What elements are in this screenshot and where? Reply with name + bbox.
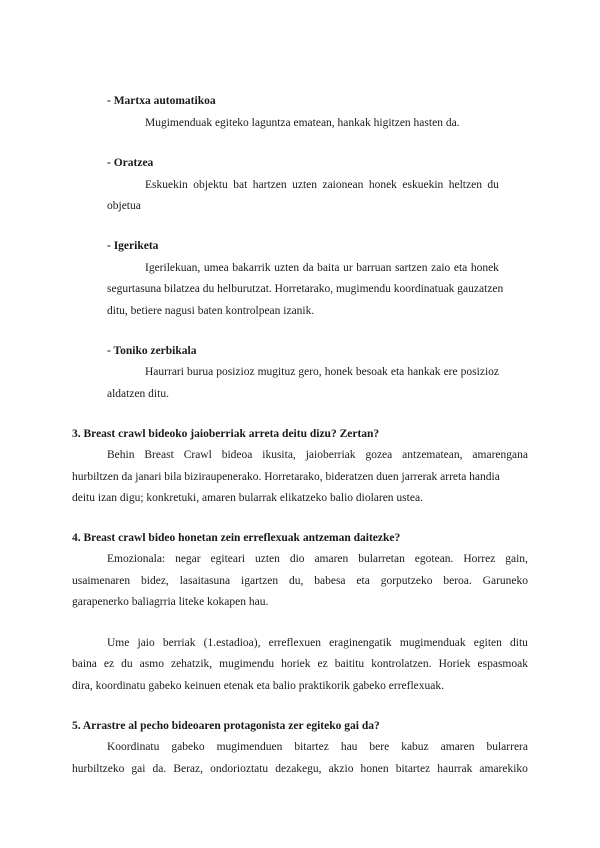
q4-p1-line-2: [72, 574, 528, 588]
word: Breast: [144, 449, 174, 461]
word: hankak: [407, 366, 441, 378]
word: baita: [317, 262, 340, 274]
word: ez: [317, 658, 328, 670]
q4-p2-line-3: dira, koordinatu gabeko keinuen etenak eta balio praktikorik gabeko erreflexuak.: [72, 680, 445, 692]
word: mugituz: [257, 366, 296, 378]
word: Eskuekin: [145, 179, 188, 191]
word: du: [487, 179, 499, 191]
word: gorputzeko: [380, 575, 433, 587]
q4-p2-line-2: [72, 657, 528, 671]
word: Horrez: [463, 553, 496, 565]
word: hartzen: [252, 179, 287, 191]
word: usaimenaren: [72, 575, 131, 587]
q3-line-1: [107, 448, 528, 462]
word: eskuekin: [402, 179, 444, 191]
word: honek: [368, 179, 397, 191]
word: hau: [340, 741, 358, 753]
word: Ume: [107, 637, 130, 649]
word: du,: [288, 575, 304, 587]
word: posizioz: [216, 366, 255, 378]
word: gozea: [365, 449, 393, 461]
word: eraginengatik: [329, 637, 392, 649]
word: barruan: [356, 262, 392, 274]
word: du: [121, 658, 133, 670]
word: ur: [343, 262, 353, 274]
word: ditu: [510, 637, 528, 649]
q3-line-3: deitu izan digu; konkretuki, amaren bularrak elikatzeko balio diolaren ustea.: [72, 492, 423, 504]
word: Behin: [107, 449, 135, 461]
word: dezakegu,: [275, 763, 322, 775]
word: burua: [187, 366, 214, 378]
q3-line-2: hurbiltzen da janari bila biziraupenerako. Horretarako, bideratzen duen jarrerak arreta handia: [72, 471, 500, 483]
word: negar: [175, 553, 201, 565]
word: eta: [356, 575, 370, 587]
word: bitartez: [294, 741, 329, 753]
word: honek: [470, 262, 499, 274]
word: gero,: [298, 366, 322, 378]
word: Haurrari: [145, 366, 184, 378]
word: eta: [453, 262, 468, 274]
igeriketa-line-1: [145, 261, 499, 275]
heading-question-4: 4. Breast crawl bideo honetan zein erreflexuak antzeman daitezke?: [72, 532, 401, 544]
word: espasmoak: [477, 658, 528, 670]
word: Igerilekuan,: [145, 262, 201, 274]
word: gabeko: [171, 741, 205, 753]
word: ikusita,: [262, 449, 296, 461]
toniko-line-2: aldatzen ditu.: [107, 388, 169, 400]
word: da: [302, 262, 314, 274]
word: babesa: [314, 575, 346, 587]
word: antzematean,: [402, 449, 463, 461]
word: Koordinatu: [107, 741, 160, 753]
word: besoak: [355, 366, 388, 378]
word: beroa.: [443, 575, 472, 587]
word: zaionean: [322, 179, 364, 191]
word: bidez,: [141, 575, 169, 587]
word: amaren: [314, 553, 349, 565]
word: haurrak: [437, 763, 473, 775]
word: Garuneko: [482, 575, 528, 587]
word: erreflexuen: [268, 637, 321, 649]
word: mugimendu: [219, 658, 275, 670]
q5-line-1: [107, 740, 528, 754]
word: zehatzik,: [170, 658, 213, 670]
q5-line-2: [72, 762, 528, 776]
word: posizioz: [460, 366, 499, 378]
word: gain,: [505, 553, 528, 565]
word: egiten: [473, 637, 502, 649]
word: gai: [131, 763, 146, 775]
q4-p1-line-3: garapenerko baliagrria liteke kokapen hau.: [72, 596, 269, 608]
q4-p2-line-1: [107, 636, 528, 650]
word: jaio: [137, 637, 155, 649]
word: bularretan: [358, 553, 405, 565]
word: sartzen: [394, 262, 428, 274]
word: amarekiko: [479, 763, 528, 775]
igeriketa-line-3: ditu, betiere nagusi baten kontrolpean izanik.: [107, 305, 315, 317]
heading-oratzea: - Oratzea: [107, 157, 154, 169]
word: (1.estadioa),: [203, 637, 261, 649]
word: Crawl: [183, 449, 212, 461]
word: bat: [233, 179, 248, 191]
word: amarengana: [472, 449, 528, 461]
word: zaio: [431, 262, 451, 274]
word: amaren: [440, 741, 475, 753]
word: bularrera: [486, 741, 528, 753]
word: objektu: [193, 179, 228, 191]
oratzea-line-1: [145, 178, 499, 192]
word: asmo: [139, 658, 164, 670]
word: mugimenduak: [399, 637, 466, 649]
word: bakarrik: [232, 262, 271, 274]
word: ez: [103, 658, 115, 670]
word: dio: [289, 553, 305, 565]
igeriketa-line-2: segurtasuna bilatzea du helburutzat. Horretarako, mugimendu koordinatuak gauzatzen: [107, 283, 504, 295]
word: igartzen: [241, 575, 279, 587]
word: Horiek: [438, 658, 471, 670]
word: da.: [152, 763, 167, 775]
word: baititu: [334, 658, 365, 670]
word: umea: [203, 262, 229, 274]
word: uzten: [292, 179, 317, 191]
word: hurbiltzeko: [72, 763, 125, 775]
word: bere: [369, 741, 390, 753]
word: mugimenduen: [216, 741, 283, 753]
word: egiteari: [210, 553, 246, 565]
word: honek: [324, 366, 353, 378]
heading-question-5: 5. Arrastre al pecho bideoaren protagonista zer egiteko gai da?: [72, 720, 380, 732]
word: horiek: [281, 658, 311, 670]
word: kabuz: [401, 741, 429, 753]
word: berriak: [162, 637, 196, 649]
toniko-line-1: [145, 365, 499, 379]
word: uzten: [254, 553, 280, 565]
martxa-text: Mugimenduak egiteko laguntza ematean, hankak higitzen hasten da.: [145, 117, 460, 129]
word: heltzen: [448, 179, 482, 191]
word: Emozionala:: [107, 553, 166, 565]
word: uzten: [274, 262, 300, 274]
word: jaioberriak: [305, 449, 356, 461]
word: ere: [443, 366, 458, 378]
word: bitartez: [395, 763, 431, 775]
word: eta: [390, 366, 405, 378]
word: lasaitasuna: [179, 575, 231, 587]
heading-toniko-zerbikala: - Toniko zerbikala: [107, 345, 197, 357]
oratzea-line-2: objetua: [107, 200, 141, 212]
q4-p1-line-1: [107, 552, 528, 566]
word: ondorioztatu: [210, 763, 269, 775]
heading-question-3: 3. Breast crawl bideoko jaioberriak arreta deitu dizu? Zertan?: [72, 428, 380, 440]
word: Beraz,: [173, 763, 204, 775]
word: honen: [360, 763, 389, 775]
word: baina: [72, 658, 97, 670]
word: kontrolatzen.: [371, 658, 432, 670]
word: egotean.: [414, 553, 454, 565]
heading-martxa-automatikoa: - Martxa automatikoa: [107, 95, 216, 107]
word: akzio: [328, 763, 354, 775]
word: bideoa: [221, 449, 253, 461]
heading-igeriketa: - Igeriketa: [107, 240, 159, 252]
